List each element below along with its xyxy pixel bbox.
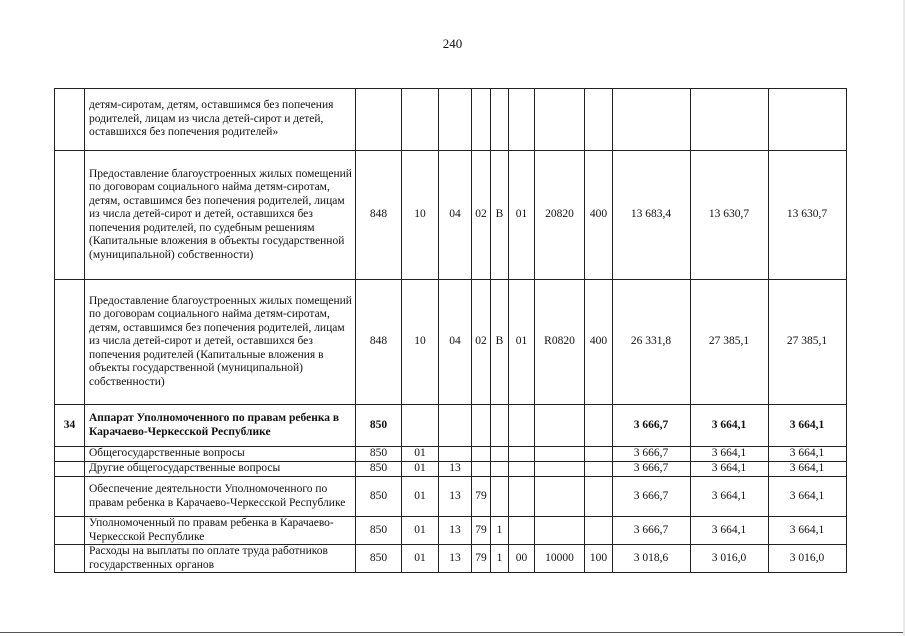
amount-year2: 3 016,0 xyxy=(691,545,769,573)
expense-type: 400 xyxy=(585,280,613,405)
expense-type xyxy=(585,89,613,151)
amount-year3: 27 385,1 xyxy=(769,280,847,405)
row-number xyxy=(55,89,85,151)
direction-code xyxy=(535,477,585,517)
amount-year3: 3 664,1 xyxy=(769,462,847,477)
amount-year1 xyxy=(613,89,691,151)
expense-type xyxy=(585,477,613,517)
direction-code: R0820 xyxy=(535,280,585,405)
expense-type xyxy=(585,447,613,462)
direction-code xyxy=(535,517,585,545)
table-row xyxy=(55,151,847,280)
row-number xyxy=(55,447,85,462)
table-row xyxy=(55,545,847,573)
subprogram-code: В xyxy=(491,151,509,280)
subsection-code: 04 xyxy=(439,151,472,280)
amount-year2: 3 664,1 xyxy=(691,447,769,462)
event-code: 01 xyxy=(509,151,535,280)
subsection-code xyxy=(439,405,472,447)
event-code xyxy=(509,462,535,477)
direction-code: 20820 xyxy=(535,151,585,280)
expense-type xyxy=(585,462,613,477)
event-code xyxy=(509,447,535,462)
expense-type xyxy=(585,405,613,447)
amount-year2: 3 664,1 xyxy=(691,477,769,517)
amount-year2: 27 385,1 xyxy=(691,280,769,405)
table-row xyxy=(55,517,847,545)
subprogram-code xyxy=(491,477,509,517)
table-row xyxy=(55,89,847,151)
direction-code xyxy=(535,447,585,462)
event-code xyxy=(509,477,535,517)
subsection-code: 13 xyxy=(439,545,472,573)
section-code: 01 xyxy=(402,545,439,573)
amount-year1: 3 666,7 xyxy=(613,517,691,545)
section-code: 10 xyxy=(402,280,439,405)
direction-code xyxy=(535,462,585,477)
section-code xyxy=(402,89,439,151)
row-number xyxy=(55,462,85,477)
subprogram-code: В xyxy=(491,280,509,405)
section-code: 01 xyxy=(402,462,439,477)
event-code xyxy=(509,517,535,545)
program-code: 79 xyxy=(472,477,491,517)
amount-year1: 3 666,7 xyxy=(613,447,691,462)
direction-code xyxy=(535,89,585,151)
program-code: 02 xyxy=(472,151,491,280)
table-row xyxy=(55,405,847,447)
program-code xyxy=(472,89,491,151)
item-name: детям-сиротам, детям, оставшимся без попечения родителей, лицам из числа детей-сирот и детей, оставшихся без попечения родителей» xyxy=(85,89,356,151)
item-name: Обеспечение деятельности Уполномоченного по правам ребенка в Карачаево-Черкесской Республике xyxy=(85,477,356,517)
amount-year1: 26 331,8 xyxy=(613,280,691,405)
row-number xyxy=(55,151,85,280)
ved-code xyxy=(356,89,402,151)
section-code: 01 xyxy=(402,477,439,517)
amount-year2: 3 664,1 xyxy=(691,462,769,477)
subprogram-code xyxy=(491,405,509,447)
ved-code: 850 xyxy=(356,462,402,477)
section-code: 01 xyxy=(402,517,439,545)
item-name: Предоставление благоустроенных жилых помещений по договорам социального найма детям-сиротам, детям, оставшимся без попечения родителей, лицам из числа детей-сирот и детей, оставшихся без попечения родителей (Капитальные вложения в объекты государственной (муниципальной) собственности) xyxy=(85,280,356,405)
program-code xyxy=(472,405,491,447)
subprogram-code: 1 xyxy=(491,545,509,573)
row-number xyxy=(55,545,85,573)
subprogram-code: 1 xyxy=(491,517,509,545)
expense-type: 400 xyxy=(585,151,613,280)
amount-year3: 3 016,0 xyxy=(769,545,847,573)
direction-code xyxy=(535,405,585,447)
item-name: Расходы на выплаты по оплате труда работников государственных органов xyxy=(85,545,356,573)
row-number xyxy=(55,477,85,517)
subsection-code xyxy=(439,89,472,151)
item-name: Общегосударственные вопросы xyxy=(85,447,356,462)
subsection-code: 13 xyxy=(439,477,472,517)
event-code xyxy=(509,405,535,447)
amount-year2: 3 664,1 xyxy=(691,517,769,545)
page-number: 240 xyxy=(442,36,463,51)
amount-year3 xyxy=(769,89,847,151)
amount-year3: 3 664,1 xyxy=(769,405,847,447)
direction-code: 10000 xyxy=(535,545,585,573)
table-row xyxy=(55,462,847,477)
ved-code: 850 xyxy=(356,447,402,462)
ved-code: 850 xyxy=(356,517,402,545)
table-row xyxy=(55,280,847,405)
ved-code: 848 xyxy=(356,151,402,280)
item-name: Предоставление благоустроенных жилых помещений по договорам социального найма детям-сиротам, детям, оставшимся без попечения родителей, лицам из числа детей-сирот и детей, оставшихся без попечения родителей, по судебным решениям (Капитальные вложения в объекты государственной (муниципальной) собственности) xyxy=(85,151,356,280)
subsection-code: 13 xyxy=(439,462,472,477)
event-code: 01 xyxy=(509,280,535,405)
amount-year1: 13 683,4 xyxy=(613,151,691,280)
item-name: Аппарат Уполномоченного по правам ребенка в Карачаево-Черкесской Республике xyxy=(85,405,356,447)
section-code: 10 xyxy=(402,151,439,280)
section-code xyxy=(402,405,439,447)
subsection-code: 13 xyxy=(439,517,472,545)
amount-year1: 3 666,7 xyxy=(613,405,691,447)
item-name: Другие общегосударственные вопросы xyxy=(85,462,356,477)
ved-code: 848 xyxy=(356,280,402,405)
subprogram-code xyxy=(491,462,509,477)
amount-year1: 3 666,7 xyxy=(613,477,691,517)
program-code xyxy=(472,447,491,462)
row-number: 34 xyxy=(55,405,85,447)
expense-type: 100 xyxy=(585,545,613,573)
page-bottom-edge xyxy=(0,632,905,633)
item-name: Уполномоченный по правам ребенка в Карачаево-Черкесской Республике xyxy=(85,517,356,545)
table-row xyxy=(55,447,847,462)
section-code: 01 xyxy=(402,447,439,462)
budget-table xyxy=(54,88,847,573)
amount-year1: 3 666,7 xyxy=(613,462,691,477)
table-row xyxy=(55,477,847,517)
amount-year2 xyxy=(691,89,769,151)
subprogram-code xyxy=(491,89,509,151)
amount-year2: 13 630,7 xyxy=(691,151,769,280)
event-code: 00 xyxy=(509,545,535,573)
row-number xyxy=(55,280,85,405)
amount-year1: 3 018,6 xyxy=(613,545,691,573)
ved-code: 850 xyxy=(356,405,402,447)
subsection-code: 04 xyxy=(439,280,472,405)
subprogram-code xyxy=(491,447,509,462)
subsection-code xyxy=(439,447,472,462)
program-code: 79 xyxy=(472,545,491,573)
amount-year3: 13 630,7 xyxy=(769,151,847,280)
program-code: 02 xyxy=(472,280,491,405)
program-code: 79 xyxy=(472,517,491,545)
program-code xyxy=(472,462,491,477)
ved-code: 850 xyxy=(356,545,402,573)
event-code xyxy=(509,89,535,151)
amount-year3: 3 664,1 xyxy=(769,517,847,545)
amount-year3: 3 664,1 xyxy=(769,477,847,517)
amount-year2: 3 664,1 xyxy=(691,405,769,447)
ved-code: 850 xyxy=(356,477,402,517)
expense-type xyxy=(585,517,613,545)
row-number xyxy=(55,517,85,545)
amount-year3: 3 664,1 xyxy=(769,447,847,462)
